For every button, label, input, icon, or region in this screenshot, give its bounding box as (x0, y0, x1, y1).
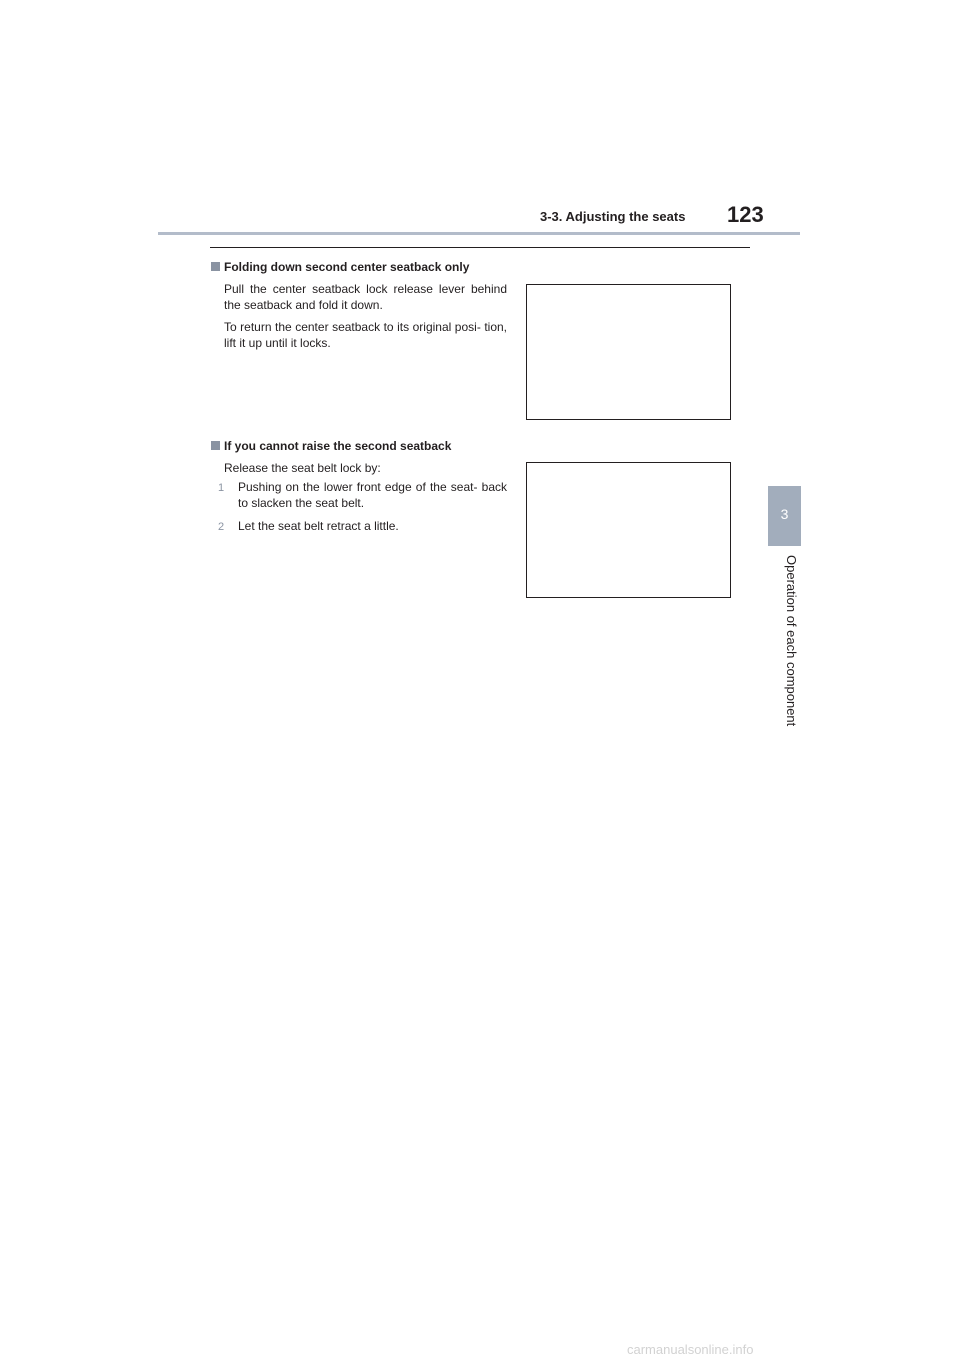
step-number-1: 1 (217, 482, 225, 494)
illustration-center-seatback (526, 284, 731, 420)
chapter-tab-number: 3 (780, 506, 789, 522)
section-bullet-icon (211, 262, 220, 271)
section-heading-cannot-raise (211, 439, 451, 453)
section-heading-folding (211, 260, 469, 274)
page-header-title: 3-3. Adjusting the seats (540, 209, 686, 224)
footer-watermark[interactable]: carmanualsonline.info (627, 1342, 754, 1357)
section-heading-text: Folding down second center seatback only (224, 260, 470, 274)
content-divider (210, 247, 750, 248)
paragraph-release-intro: Release the seat belt lock by: (224, 461, 381, 475)
page-number: 123 (727, 202, 764, 227)
section-heading-text: If you cannot raise the second seatback (224, 439, 452, 453)
illustration-seat-belt-release (526, 462, 731, 598)
step-number-2: 2 (217, 521, 225, 533)
step-text-1: Pushing on the lower front edge of the seat- back to slacken the seat belt. (238, 480, 507, 510)
header-divider (158, 232, 800, 235)
paragraph-fold-instructions: Pull the center seatback lock release lever behind the seatback and fold it down. (224, 282, 507, 312)
section-bullet-icon (211, 441, 220, 450)
paragraph-return-instructions: To return the center seatback to its original posi- tion, lift it up until it locks. (224, 320, 507, 350)
chapter-tab-label: Operation of each component (784, 555, 799, 727)
step-text-2: Let the seat belt retract a little. (238, 519, 399, 533)
